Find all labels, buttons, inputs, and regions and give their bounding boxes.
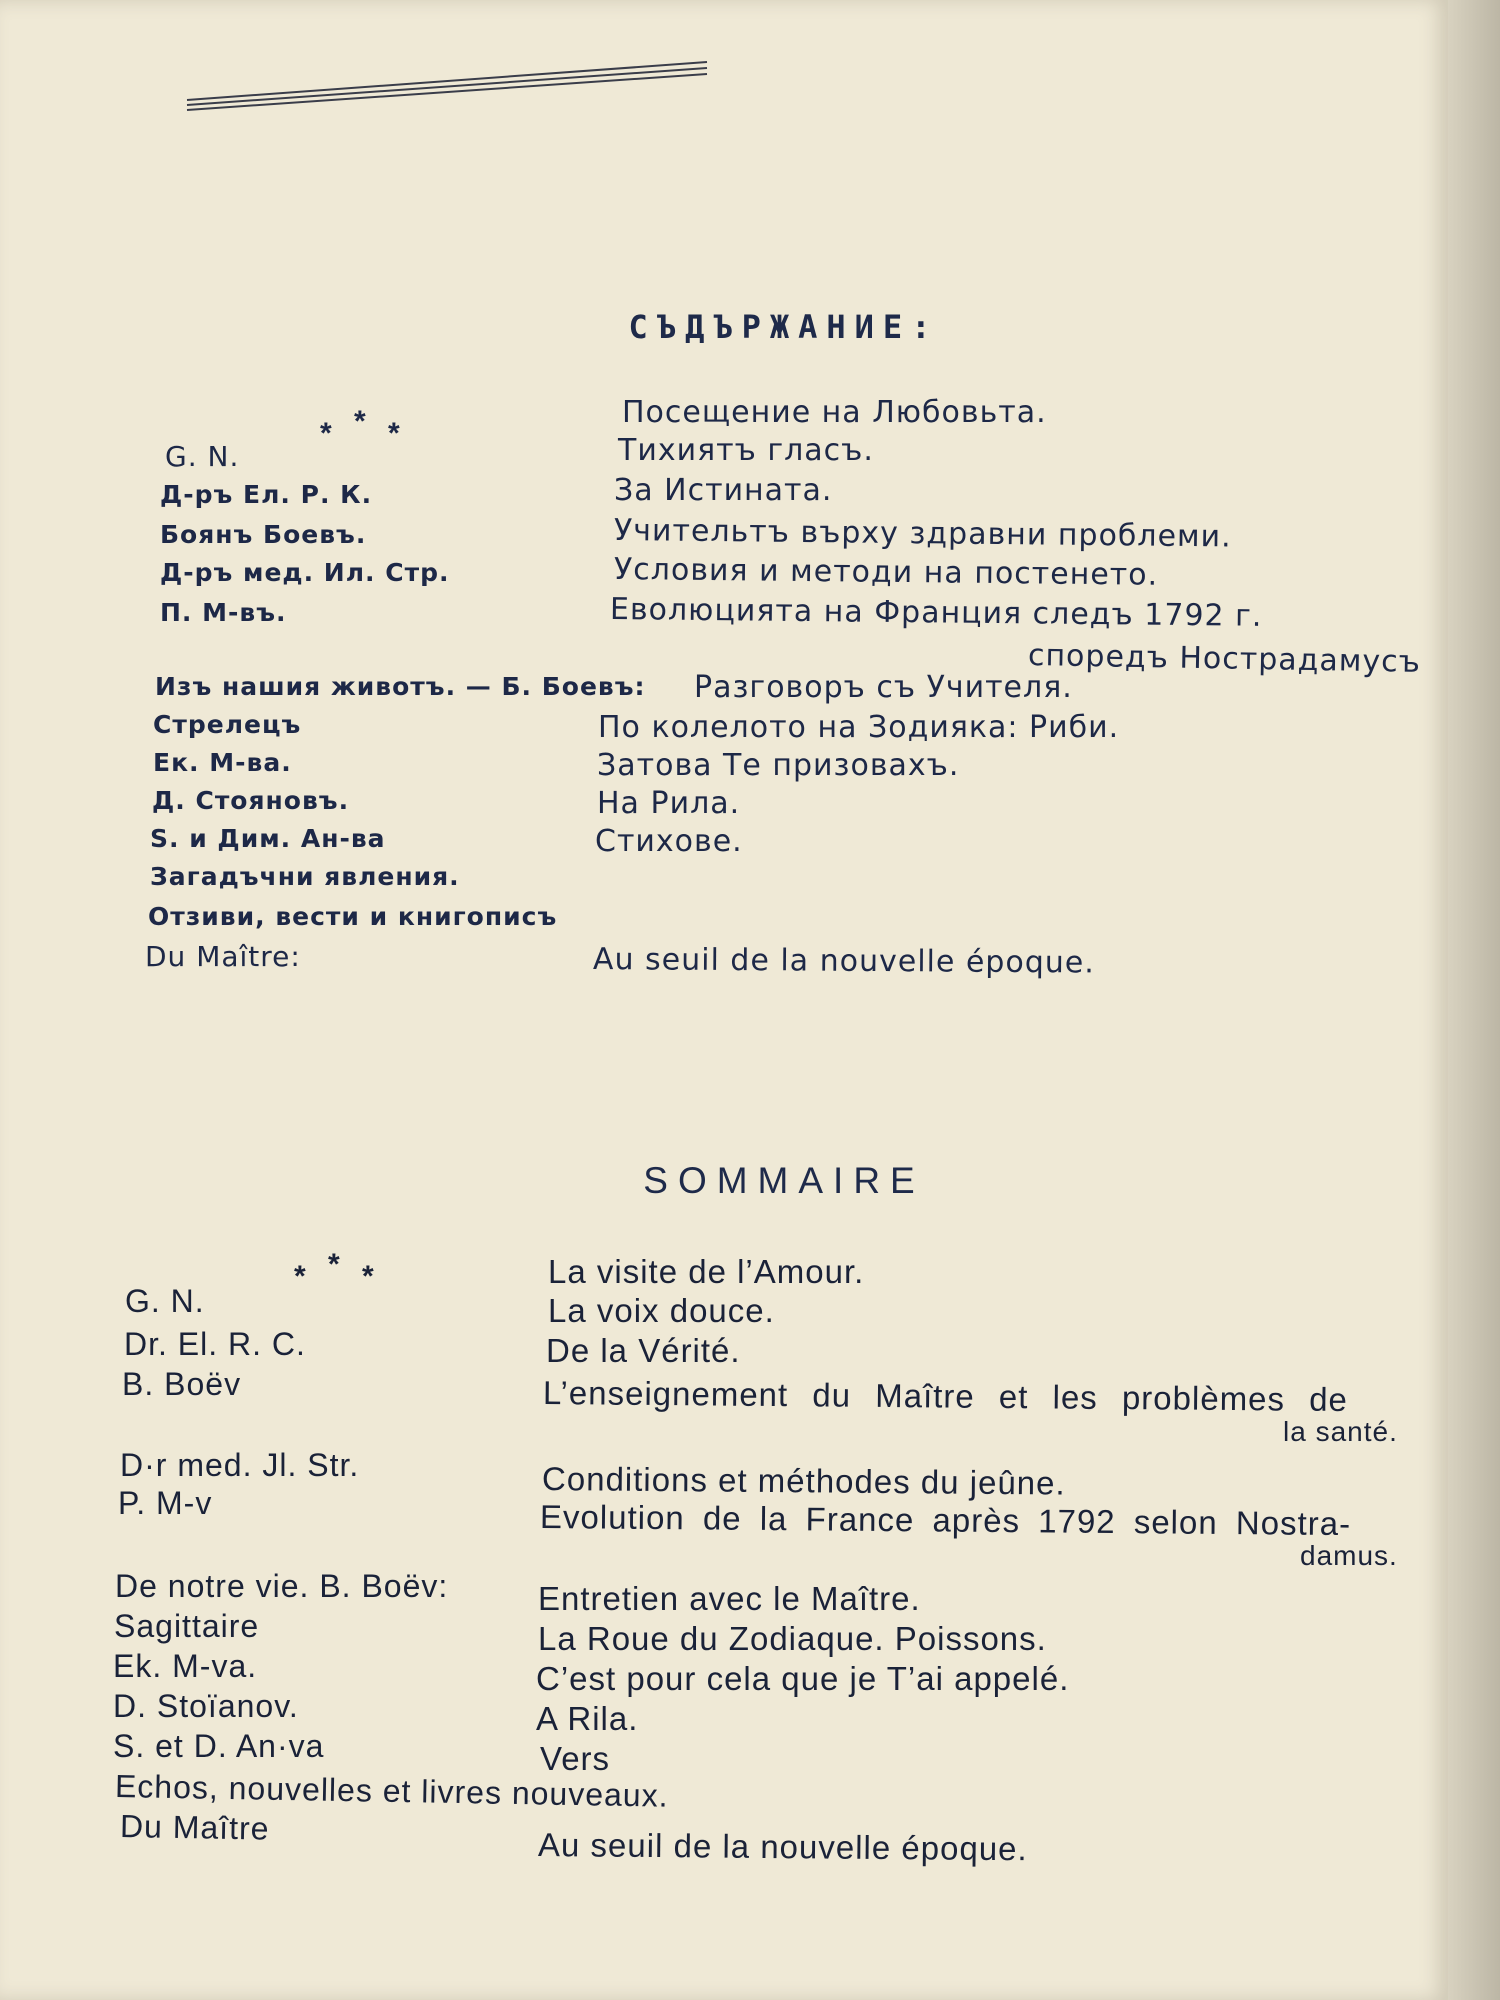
fr-entry-author: Du Maître: [119, 1808, 270, 1847]
bg-entry-author: Д. Стояновъ.: [152, 786, 350, 815]
bg-entry-author: П. М-въ.: [160, 598, 287, 627]
bg-entry-title: Стихове.: [595, 824, 743, 859]
contents-heading-bulgarian: СЪДЪРЖАНИЕ:: [628, 308, 940, 346]
bg-entry-title: Условия и методи на постенето.: [613, 552, 1159, 593]
bg-entry-title: Учительтъ върху здравни проблеми.: [613, 513, 1232, 555]
fr-entry-title: Au seuil de la nouvelle époque.: [537, 1826, 1028, 1868]
fr-entry-title: L’enseignement du Maître et les problèmes de: [542, 1374, 1349, 1419]
fr-entry-title: La visite de l’Amour.: [548, 1253, 865, 1290]
decorative-rules: [185, 60, 710, 115]
bg-entry-author: Д-ръ Ел. Р. К.: [160, 480, 373, 509]
asterism-bulgarian: * * *: [320, 405, 400, 450]
bg-entry-author: S. и Дим. Ан-ва: [150, 824, 386, 853]
fr-entry-author: Sagittaire: [114, 1608, 260, 1644]
fr-entry-title: La Roue du Zodiaque. Poissons.: [538, 1620, 1047, 1657]
fr-entry-title-continued: damus.: [1300, 1540, 1398, 1571]
asterism-french: * * *: [294, 1248, 374, 1293]
book-spine-edge: [1448, 0, 1500, 2000]
fr-entry-author: B. Boëv: [122, 1366, 242, 1402]
bg-entry-section: Загадъчни явления.: [150, 862, 460, 891]
fr-entry-author: S. et D. An·va: [113, 1728, 325, 1764]
bg-entry-title: За Истината.: [614, 473, 833, 508]
fr-entry-author: G. N.: [125, 1283, 205, 1319]
fr-entry-author: P. M-v: [118, 1485, 213, 1521]
fr-entry-title: Evolution de la France après 1792 selon Nostra-: [539, 1498, 1352, 1543]
bg-entry-title-continued: споредъ Нострадамусъ: [1027, 638, 1422, 680]
bg-entry-title: Тихиятъ гласъ.: [618, 433, 874, 468]
fr-entry-author: Ek. M-va.: [113, 1648, 258, 1684]
fr-entry-title: Entretien avec le Maître.: [538, 1580, 921, 1617]
bg-entry-title: Еволюцията на Франция следъ 1792 г.: [609, 592, 1263, 634]
fr-entry-title: C’est pour cela que je T’ai appelé.: [536, 1660, 1070, 1697]
fr-entry-title: De la Vérité.: [546, 1332, 741, 1369]
bg-entry-title: По колелото на Зодияка: Риби.: [598, 710, 1120, 745]
bg-entry-author: Боянъ Боевъ.: [160, 520, 367, 549]
bg-entry-title: Затова Те призовахъ.: [597, 748, 960, 783]
bg-entry-author: Д-ръ мед. Ил. Стр.: [160, 558, 450, 587]
contents-heading-french: SOMMAIRE: [643, 1160, 925, 1201]
bg-entry-title: Разговоръ съ Учителя.: [694, 670, 1073, 705]
bg-entry-title: Посещение на Любовьта.: [622, 395, 1047, 430]
fr-entry-section: Echos, nouvelles et livres nouveaux.: [114, 1768, 669, 1814]
fr-entry-title: A Rila.: [536, 1700, 639, 1737]
bg-entry-author: G. N.: [165, 440, 240, 473]
fr-entry-title-continued: la santé.: [1283, 1416, 1398, 1447]
fr-entry-title: Vers: [540, 1740, 611, 1777]
bg-entry-author: Du Maître:: [145, 940, 301, 973]
fr-entry-author: De notre vie. B. Boëv:: [115, 1568, 449, 1604]
bg-entry-author: Изъ нашия животъ. — Б. Боевъ:: [155, 672, 646, 701]
fr-entry-title: La voix douce.: [548, 1292, 775, 1329]
bg-entry-title: На Рила.: [597, 786, 741, 821]
bg-entry-author: Ек. М-ва.: [153, 748, 292, 777]
fr-entry-author: Dr. El. R. C.: [124, 1326, 306, 1362]
fr-entry-author: D·r med. Jl. Str.: [120, 1447, 360, 1483]
fr-entry-author: D. Stoïanov.: [113, 1688, 299, 1724]
bg-entry-title: Au seuil de la nouvelle époque.: [592, 942, 1095, 981]
bg-entry-section: Отзиви, вести и книгописъ: [148, 902, 558, 931]
fr-entry-title: Conditions et méthodes du jeûne.: [541, 1460, 1066, 1502]
bg-entry-author: Стрелецъ: [153, 710, 302, 739]
